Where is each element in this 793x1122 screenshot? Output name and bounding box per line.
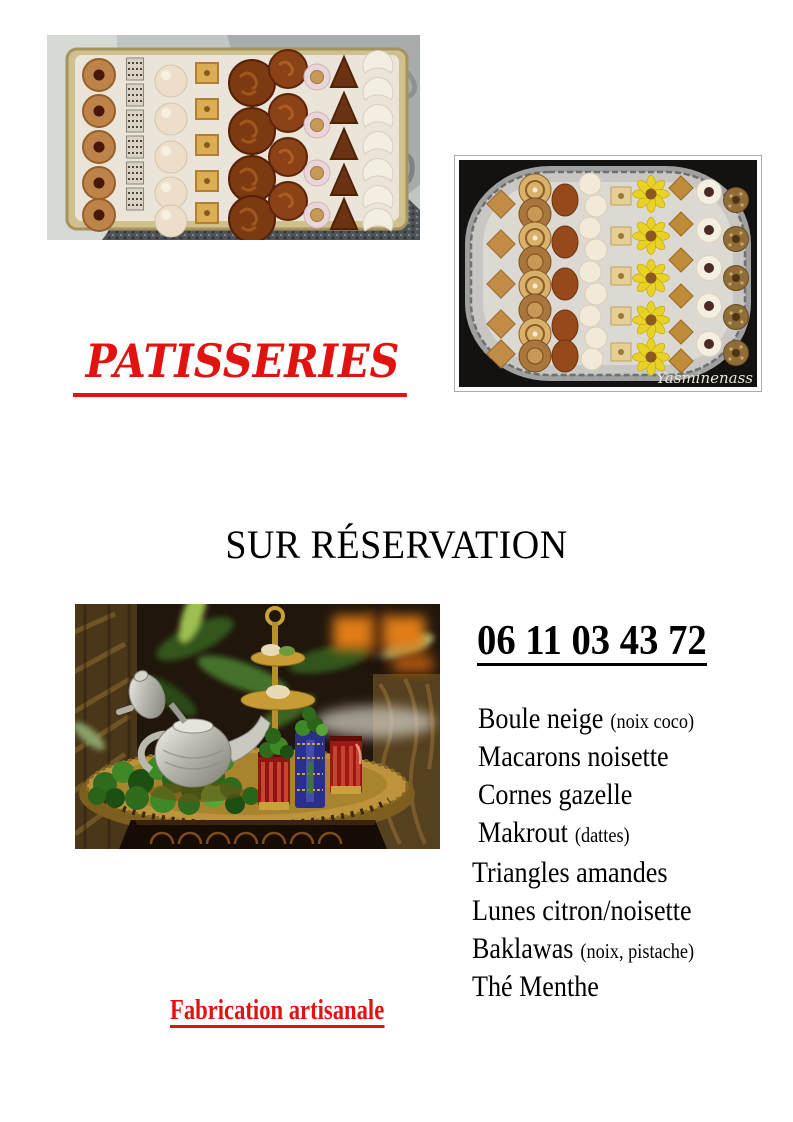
page-title xyxy=(73,333,407,397)
menu-item-name: Boule neige xyxy=(478,702,604,735)
menu-item xyxy=(472,855,699,893)
menu-item xyxy=(478,777,694,815)
menu-list-2 xyxy=(472,855,732,1007)
silver-tray-photo xyxy=(453,154,763,393)
menu-item xyxy=(478,739,694,777)
menu-item xyxy=(472,893,699,931)
footer-note: Fabrication artisanale xyxy=(170,994,385,1026)
pastry-tray-photo xyxy=(47,35,420,240)
carved-table-base xyxy=(119,820,387,849)
menu-item xyxy=(472,969,699,1007)
tea-glass-red-right xyxy=(330,736,362,794)
menu-item-name: Macarons noisette xyxy=(478,740,669,773)
menu-item xyxy=(478,701,694,739)
menu-item xyxy=(478,815,694,853)
menu-item-note: (noix, pistache) xyxy=(580,939,695,963)
bark-right xyxy=(373,674,440,849)
pastry-tray-illustration xyxy=(47,35,420,240)
menu-item-name: Lunes citron/noisette xyxy=(472,894,692,927)
menu-item-note: (noix coco) xyxy=(610,709,695,733)
menu-item-name: Thé Menthe xyxy=(472,970,599,1003)
phone-number: 06 11 03 43 72 xyxy=(477,618,707,664)
mint-tea-illustration xyxy=(75,604,440,849)
menu-item xyxy=(472,931,699,969)
menu-item-name: Cornes gazelle xyxy=(478,778,633,811)
mint-tea-photo xyxy=(75,604,440,849)
page-title-text: PATISSERIES xyxy=(85,334,400,388)
menu-item-name: Baklawas xyxy=(472,932,574,965)
menu-item-name: Makrout xyxy=(478,816,568,849)
silver-tray-illustration xyxy=(453,154,763,393)
menu-list-1 xyxy=(478,701,726,853)
menu-item-name: Triangles amandes xyxy=(472,856,668,889)
reservation-heading: SUR RÉSERVATION xyxy=(225,522,568,567)
pastry-rows xyxy=(487,173,749,376)
watermark-text: Yasminenass xyxy=(656,369,753,387)
menu-item-note: (dattes) xyxy=(574,823,630,847)
